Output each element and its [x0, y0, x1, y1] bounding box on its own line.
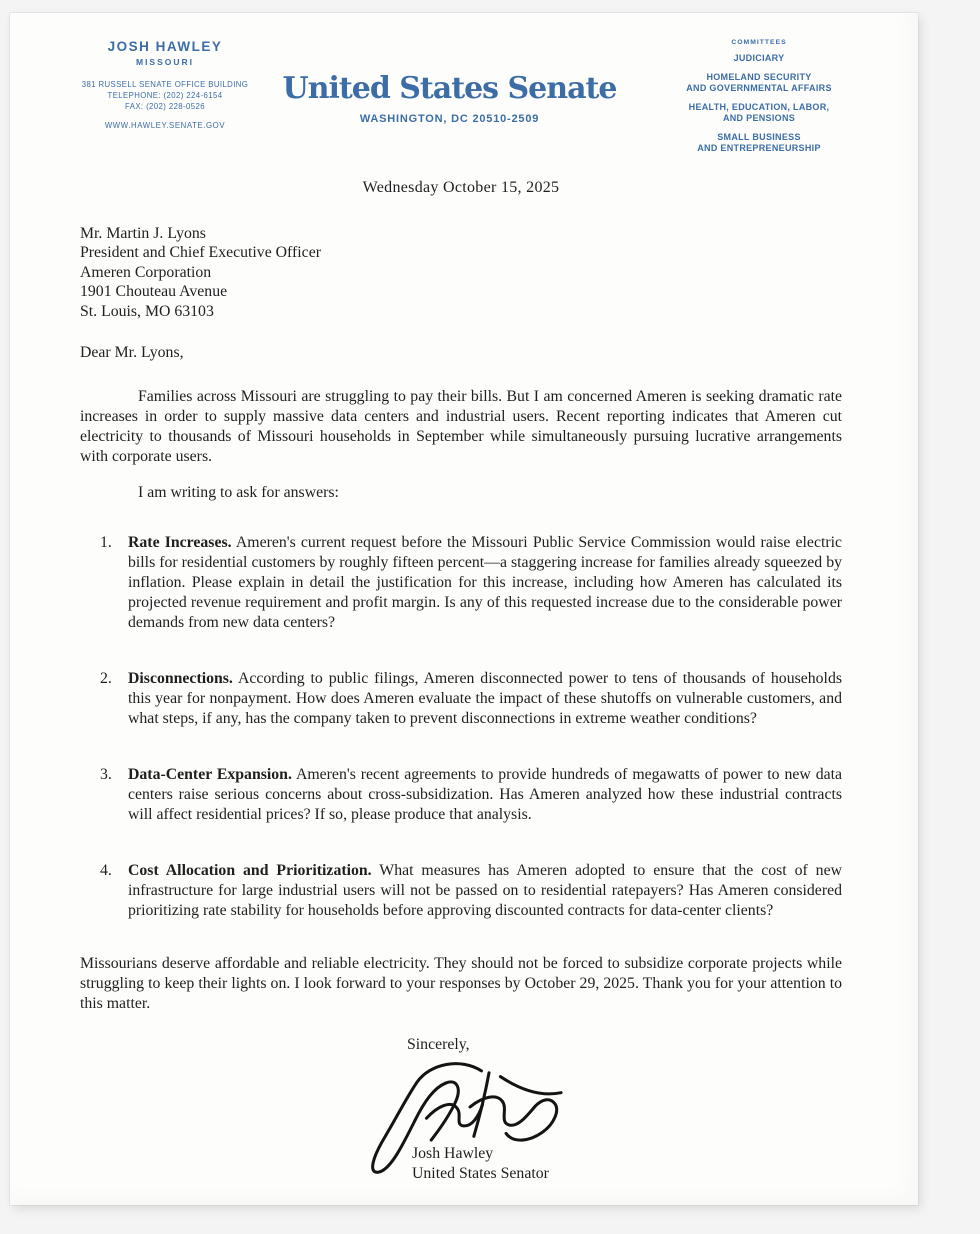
sender-website: WWW.HAWLEY.SENATE.GOV [104, 121, 226, 130]
signer-title: United States Senator [412, 1165, 549, 1182]
committee-line: SMALL BUSINESS [717, 131, 801, 142]
intro-paragraph: Families across Missouri are struggling to pay their bills. But I am concerned Ameren is seeking dramatic rate increases in order to supply massive data centers and industrial users. Recent reporting indicates that Ameren cut electricity to thousands of Missouri households in September while simultaneously pursuing lucrative arrangements with corporate users. [80, 388, 842, 465]
question-text [128, 765, 842, 825]
recipient-name: Mr. Martin J. Lyons [80, 224, 206, 242]
senate-masthead [265, 39, 634, 155]
question-rate-increases [100, 533, 842, 633]
committee-help [634, 102, 884, 125]
committee-line: HOMELAND SECURITY [706, 71, 812, 82]
lead-in-line: I am writing to ask for answers: [138, 484, 339, 501]
sender-address: 381 RUSSELL SENATE OFFICE BUILDING [81, 80, 249, 89]
question-number: 2. [100, 670, 112, 687]
letter-page [10, 13, 918, 1205]
question-title: Disconnections. [128, 670, 233, 687]
committee-line: AND PENSIONS [722, 113, 796, 123]
committee-line: AND ENTREPRENEURSHIP [697, 143, 821, 153]
question-title: Rate Increases. [128, 534, 232, 551]
question-number: 4. [100, 862, 112, 879]
closing-paragraph: Missourians deserve affordable and reliable electricity. They should not be forced to subsidize corporate projects while struggling to keep their lights on. I look forward to your responses by October 29, 2025. Thank you for your attention to this matter. [80, 955, 842, 1012]
question-cost-allocation [100, 861, 842, 921]
salutation: Dear Mr. Lyons, [80, 344, 184, 361]
masthead-subtitle: WASHINGTON, DC 20510-2509 [359, 113, 540, 125]
question-text [128, 861, 842, 921]
committee-line: JUDICIARY [733, 53, 785, 63]
committee-homeland-security [634, 72, 884, 95]
masthead-title: United States Senate [282, 71, 617, 106]
letterhead [80, 13, 842, 155]
question-text [128, 669, 842, 729]
letter-date: Wednesday October 15, 2025 [362, 178, 560, 196]
recipient-title: President and Chief Executive Officer [80, 244, 321, 261]
question-title: Data-Center Expansion. [128, 766, 292, 783]
committee-small-business [634, 132, 884, 155]
question-number: 3. [100, 766, 112, 783]
question-title: Cost Allocation and Prioritization. [128, 862, 372, 879]
valediction: Sincerely, [407, 1036, 470, 1053]
signature-block [80, 1036, 842, 1191]
committees-block [634, 39, 884, 155]
question-text [128, 533, 842, 633]
question-data-center-expansion [100, 765, 842, 825]
sender-fax: FAX: (202) 228-0526 [125, 102, 205, 111]
question-body: Ameren's current request before the Missouri Public Service Commission would raise electric bills for residential customers by roughly fifteen percent—a staggering increase for families already squeezed by inflation. Please explain in detail the justification for this increase, including how Ameren has calculated its projected revenue requirement and profit margin. Is any of this requested increase due to the considerable power demands from new data centers? [128, 534, 842, 631]
sender-state: MISSOURI [135, 57, 195, 67]
recipient-city: St. Louis, MO 63103 [80, 302, 214, 320]
sender-name: JOSH HAWLEY [107, 39, 223, 54]
recipient-block [80, 224, 842, 322]
sender-telephone: TELEPHONE: (202) 224-6154 [107, 91, 223, 100]
committee-line: AND GOVERNMENTAL AFFAIRS [686, 83, 832, 93]
question-disconnections [100, 669, 842, 729]
committee-judiciary [634, 53, 884, 65]
question-body: What measures has Ameren adopted to ensure that the cost of new infrastructure for large industrial users will not be passed on to residential ratepayers? Has Ameren considered prioritizing rate stability for households before approving discounted contracts for data-center clients? [128, 862, 842, 919]
question-number: 1. [100, 534, 112, 551]
question-body: Ameren's recent agreements to provide hundreds of megawatts of power to new data centers raise serious concerns about cross-subsidization. Has Ameren analyzed how these industrial contracts will affect residential prices? If so, please produce that analysis. [128, 766, 843, 823]
questions-list [80, 533, 842, 921]
committees-heading: COMMITTEES [731, 39, 787, 46]
sender-block [65, 39, 265, 155]
committee-line: HEALTH, EDUCATION, LABOR, [688, 101, 830, 112]
question-body: According to public filings, Ameren disconnected power to tens of thousands of households this year for nonpayment. How does Ameren evaluate the impact of these shutoffs on vulnerable customers, and what steps, if any, has the company taken to prevent disconnections in extreme weather conditions? [128, 670, 842, 727]
recipient-street: 1901 Chouteau Avenue [80, 283, 228, 300]
recipient-company: Ameren Corporation [80, 263, 212, 281]
signer-name: Josh Hawley [412, 1145, 494, 1162]
